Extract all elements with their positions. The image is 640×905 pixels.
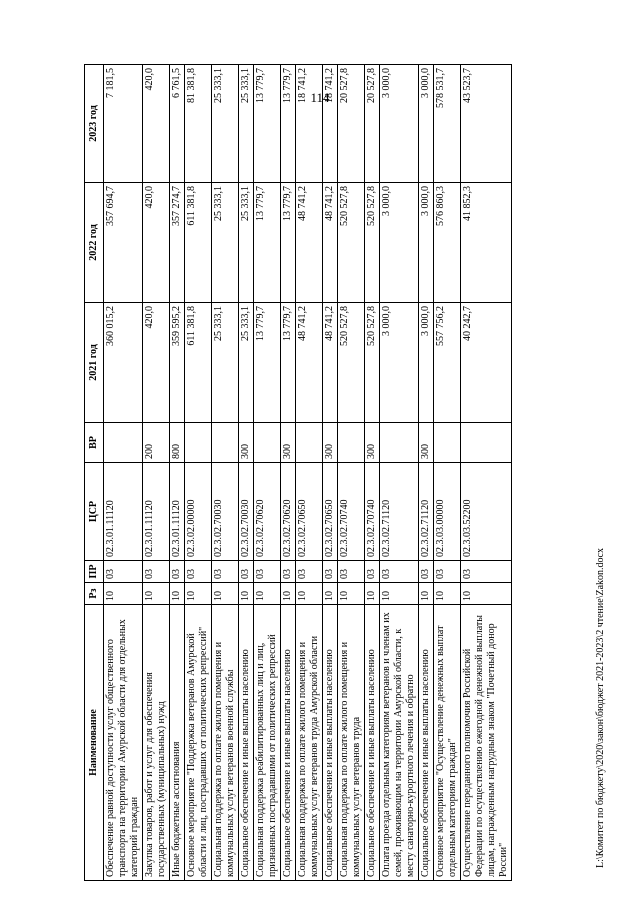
cell-rz: 10 — [254, 583, 281, 605]
table-row — [419, 65, 434, 881]
cell-2022: 357 694,7 — [104, 183, 143, 303]
cell-name: Оплата проезда отдельным категориям ветеранов и членам их семей, проживающим на территории Амурской области, к месту санаторно-курортного лечения и обратно — [380, 605, 419, 881]
cell-csr: 02.3.02.70740 — [338, 463, 365, 561]
table-row — [338, 65, 365, 881]
header-name: Наименование — [85, 605, 104, 881]
cell-rz: 10 — [380, 583, 419, 605]
cell-name: Социальное обеспечение и иные выплаты населению — [281, 605, 296, 881]
cell-rz: 10 — [143, 583, 170, 605]
cell-csr: 02.3.02.70030 — [239, 463, 254, 561]
cell-rz: 10 — [104, 583, 143, 605]
cell-name: Осуществление переданного полномочия Российской Федерации по осуществлению ежегодной денежной выплаты лицам, награжденным нагрудным знаком "Почетный донор России" — [461, 605, 512, 881]
cell-2022: 13 779,7 — [281, 183, 296, 303]
cell-2022: 576 860,3 — [434, 183, 461, 303]
cell-vr: 800 — [170, 423, 185, 463]
cell-csr: 02.3.02.71120 — [380, 463, 419, 561]
table-row — [239, 65, 254, 881]
cell-2022: 357 274,7 — [170, 183, 185, 303]
table-row — [380, 65, 419, 881]
cell-2021: 360 015,2 — [104, 303, 143, 423]
cell-2021: 48 741,2 — [323, 303, 338, 423]
cell-csr: 02.3.02.70650 — [296, 463, 323, 561]
cell-rz: 10 — [365, 583, 380, 605]
cell-2023: 43 523,7 — [461, 65, 512, 183]
cell-pr: 03 — [104, 561, 143, 583]
cell-pr: 03 — [296, 561, 323, 583]
cell-rz: 10 — [419, 583, 434, 605]
cell-2021: 13 779,7 — [281, 303, 296, 423]
cell-2023: 25 333,1 — [212, 65, 239, 183]
table-row — [461, 65, 512, 881]
cell-2022: 3 000,0 — [380, 183, 419, 303]
cell-2021: 40 242,7 — [461, 303, 512, 423]
cell-vr: 300 — [323, 423, 338, 463]
cell-rz: 10 — [170, 583, 185, 605]
cell-csr: 02.3.02.70030 — [212, 463, 239, 561]
cell-pr: 03 — [461, 561, 512, 583]
cell-vr — [296, 423, 323, 463]
cell-name: Обеспечение равной доступности услуг общественного транспорта на территории Амурской области для отдельных категорий граждан — [104, 605, 143, 881]
cell-pr: 03 — [239, 561, 254, 583]
cell-name: Социальная поддержка по оплате жилого помещения и коммунальных услуг ветеранов военной службы — [212, 605, 239, 881]
cell-name: Социальное обеспечение и иные выплаты населению — [365, 605, 380, 881]
cell-2023: 20 527,8 — [338, 65, 365, 183]
cell-2023: 18 741,2 — [323, 65, 338, 183]
cell-vr — [254, 423, 281, 463]
cell-name: Социальная поддержка по оплате жилого помещения и коммунальных услуг ветеранов труда — [338, 605, 365, 881]
header-row — [85, 65, 104, 881]
cell-rz: 10 — [461, 583, 512, 605]
cell-pr: 03 — [281, 561, 296, 583]
cell-2022: 41 852,3 — [461, 183, 512, 303]
cell-2021: 3 000,0 — [419, 303, 434, 423]
cell-vr — [434, 423, 461, 463]
cell-rz: 10 — [212, 583, 239, 605]
table-row — [296, 65, 323, 881]
cell-vr — [380, 423, 419, 463]
cell-2022: 3 000,0 — [419, 183, 434, 303]
rotated-table-container — [84, 65, 524, 881]
cell-2021: 48 741,2 — [296, 303, 323, 423]
cell-vr — [212, 423, 239, 463]
cell-csr: 02.3.02.00000 — [185, 463, 212, 561]
cell-rz: 10 — [296, 583, 323, 605]
cell-2021: 25 333,1 — [212, 303, 239, 423]
header-2023: 2023 год — [85, 65, 104, 183]
cell-2021: 3 000,0 — [380, 303, 419, 423]
cell-2023: 7 181,5 — [104, 65, 143, 183]
cell-2023: 20 527,8 — [365, 65, 380, 183]
cell-vr: 200 — [143, 423, 170, 463]
cell-csr: 02.3.01.11120 — [143, 463, 170, 561]
cell-2021: 359 595,2 — [170, 303, 185, 423]
cell-name: Социальная поддержка реабилитированных лиц и лиц, признанных пострадавшими от политических репрессий — [254, 605, 281, 881]
footer-file-path: L:\Комитет по бюджету\2020\закон\бюджет 2021-2023\2 чтение\Zakon.docx — [595, 548, 606, 868]
cell-2023: 420,0 — [143, 65, 170, 183]
cell-2023: 3 000,0 — [380, 65, 419, 183]
cell-pr: 03 — [380, 561, 419, 583]
cell-pr: 03 — [365, 561, 380, 583]
cell-pr: 03 — [143, 561, 170, 583]
cell-2023: 6 761,5 — [170, 65, 185, 183]
header-vr: ВР — [85, 423, 104, 463]
cell-2023: 13 779,7 — [254, 65, 281, 183]
cell-2023: 81 381,8 — [185, 65, 212, 183]
cell-name: Социальное обеспечение и иные выплаты населению — [419, 605, 434, 881]
cell-name: Иные бюджетные ассигнования — [170, 605, 185, 881]
cell-rz: 10 — [281, 583, 296, 605]
cell-name: Закупка товаров, работ и услуг для обеспечения государственных (муниципальных) нужд — [143, 605, 170, 881]
cell-name: Социальная поддержка по оплате жилого помещения и коммунальных услуг ветеранов труда Амурской области — [296, 605, 323, 881]
header-csr: ЦСР — [85, 463, 104, 561]
table-row — [143, 65, 170, 881]
cell-vr: 300 — [419, 423, 434, 463]
cell-2022: 48 741,2 — [296, 183, 323, 303]
cell-csr: 02.3.03.52200 — [461, 463, 512, 561]
cell-2022: 25 333,1 — [212, 183, 239, 303]
cell-vr — [338, 423, 365, 463]
cell-csr: 02.3.01.11120 — [104, 463, 143, 561]
cell-csr: 02.3.01.11120 — [170, 463, 185, 561]
page-number: 114 — [310, 90, 330, 105]
table-row — [365, 65, 380, 881]
table-body — [104, 65, 512, 881]
table-row — [212, 65, 239, 881]
cell-2021: 520 527,8 — [365, 303, 380, 423]
cell-2021: 557 756,2 — [434, 303, 461, 423]
cell-csr: 02.3.02.71120 — [419, 463, 434, 561]
cell-pr: 03 — [323, 561, 338, 583]
cell-rz: 10 — [185, 583, 212, 605]
cell-2023: 25 333,1 — [239, 65, 254, 183]
cell-csr: 02.3.02.70620 — [281, 463, 296, 561]
cell-pr: 03 — [170, 561, 185, 583]
table-row — [281, 65, 296, 881]
header-rz: Рз — [85, 583, 104, 605]
header-2022: 2022 год — [85, 183, 104, 303]
cell-2022: 13 779,7 — [254, 183, 281, 303]
cell-vr: 300 — [239, 423, 254, 463]
cell-pr: 03 — [419, 561, 434, 583]
cell-csr: 02.3.02.70650 — [323, 463, 338, 561]
cell-vr — [461, 423, 512, 463]
cell-vr — [104, 423, 143, 463]
cell-2021: 25 333,1 — [239, 303, 254, 423]
cell-2023: 578 531,7 — [434, 65, 461, 183]
cell-vr: 300 — [281, 423, 296, 463]
table-row — [104, 65, 143, 881]
cell-vr — [185, 423, 212, 463]
cell-2021: 520 527,8 — [338, 303, 365, 423]
cell-pr: 03 — [254, 561, 281, 583]
cell-2023: 18 741,2 — [296, 65, 323, 183]
table-row — [434, 65, 461, 881]
cell-csr: 02.3.02.70620 — [254, 463, 281, 561]
table-row — [185, 65, 212, 881]
cell-name: Основное мероприятие "Осуществление денежных выплат отдельным категориям граждан" — [434, 605, 461, 881]
cell-2022: 48 741,2 — [323, 183, 338, 303]
cell-pr: 03 — [185, 561, 212, 583]
cell-vr: 300 — [365, 423, 380, 463]
cell-2023: 3 000,0 — [419, 65, 434, 183]
cell-2021: 611 381,8 — [185, 303, 212, 423]
table-row — [254, 65, 281, 881]
cell-csr: 02.3.02.70740 — [365, 463, 380, 561]
cell-2022: 420,0 — [143, 183, 170, 303]
cell-2022: 520 527,8 — [365, 183, 380, 303]
budget-table — [84, 64, 512, 881]
table-row — [323, 65, 338, 881]
table-row — [170, 65, 185, 881]
cell-2023: 13 779,7 — [281, 65, 296, 183]
cell-pr: 03 — [434, 561, 461, 583]
cell-2022: 611 381,8 — [185, 183, 212, 303]
cell-csr: 02.3.03.00000 — [434, 463, 461, 561]
cell-2022: 25 333,1 — [239, 183, 254, 303]
cell-2022: 520 527,8 — [338, 183, 365, 303]
cell-2021: 13 779,7 — [254, 303, 281, 423]
cell-rz: 10 — [434, 583, 461, 605]
cell-name: Социальное обеспечение и иные выплаты населению — [239, 605, 254, 881]
cell-name: Социальное обеспечение и иные выплаты населению — [323, 605, 338, 881]
cell-rz: 10 — [338, 583, 365, 605]
header-pr: ПР — [85, 561, 104, 583]
cell-name: Основное мероприятие "Поддержка ветеранов Амурской области и лиц, пострадавших от политических репрессий" — [185, 605, 212, 881]
cell-rz: 10 — [239, 583, 254, 605]
header-2021: 2021 год — [85, 303, 104, 423]
cell-2021: 420,0 — [143, 303, 170, 423]
cell-pr: 03 — [338, 561, 365, 583]
cell-pr: 03 — [212, 561, 239, 583]
cell-rz: 10 — [323, 583, 338, 605]
